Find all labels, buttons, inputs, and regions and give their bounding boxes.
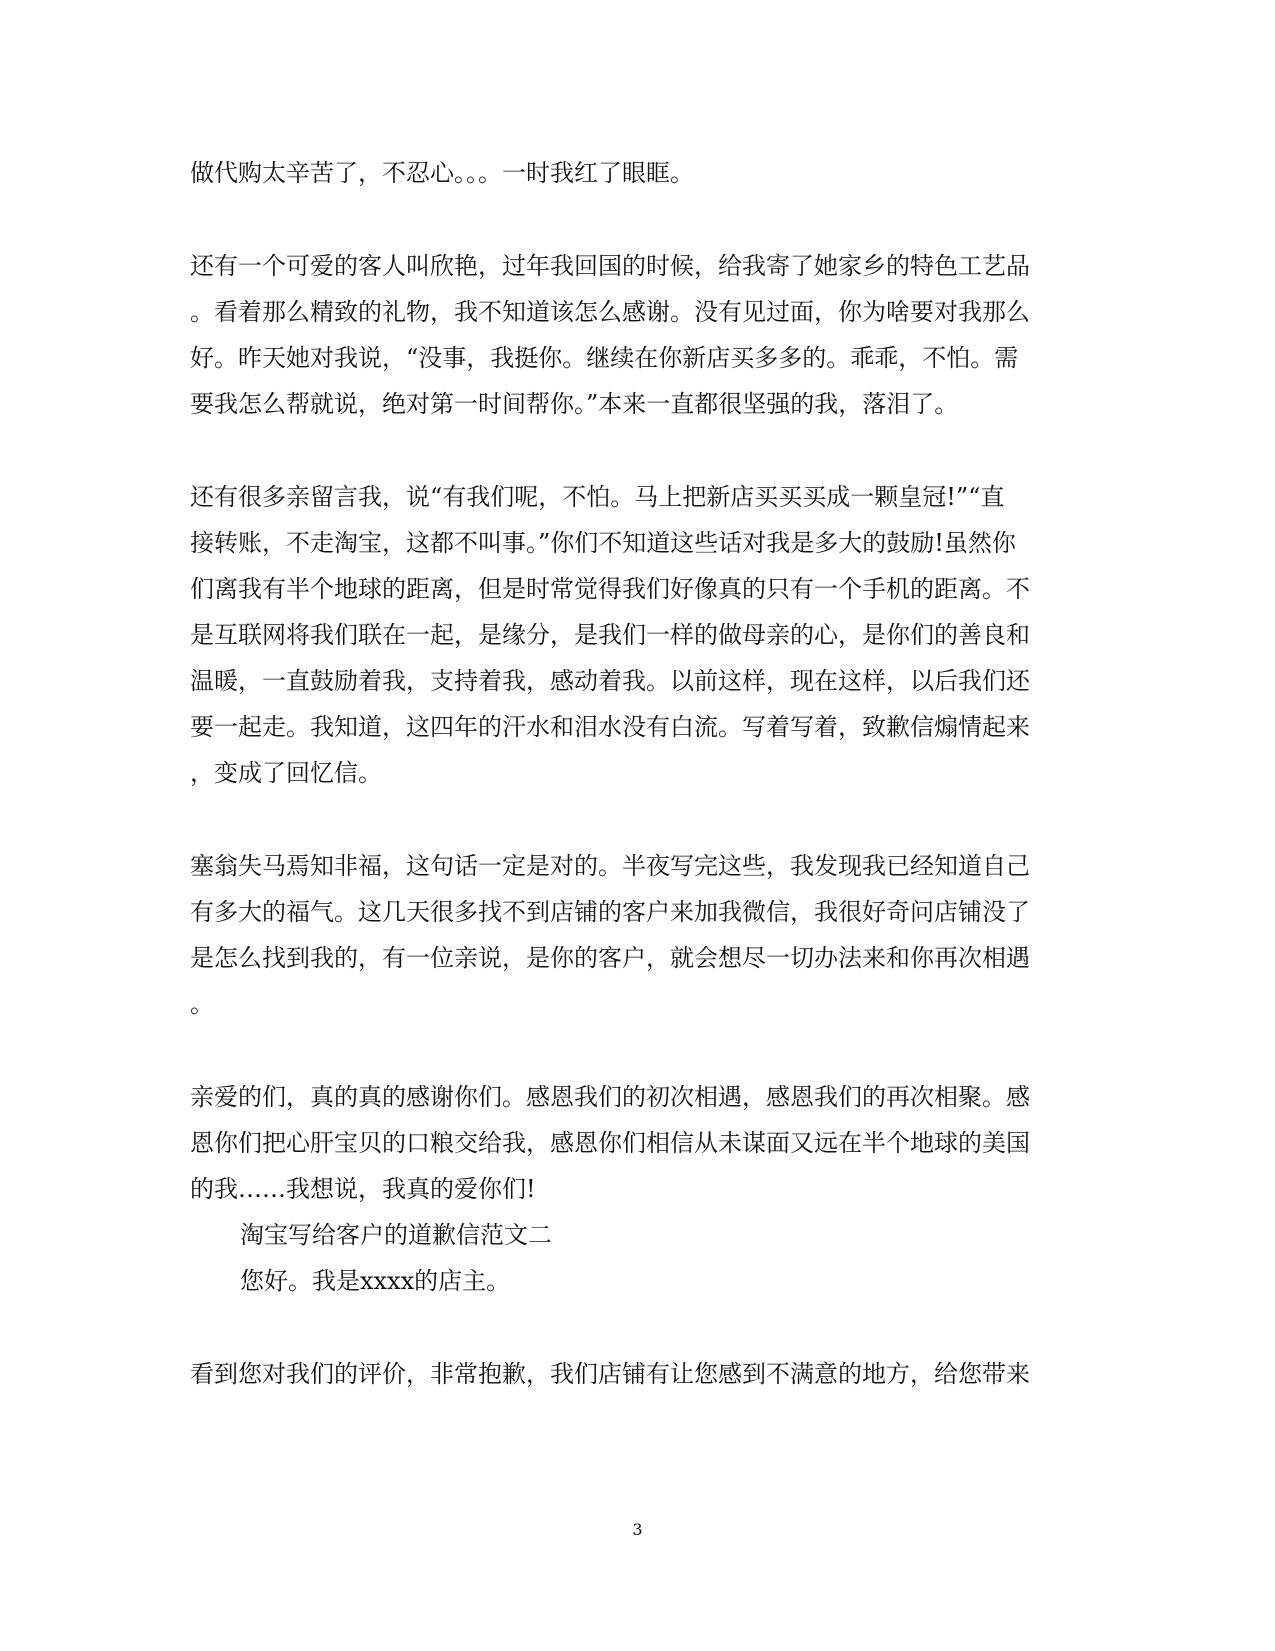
text-line: 还有很多亲留言我，说“有我们呢，不怕。马上把新店买买买成一颗皇冠!”“直 — [190, 483, 1005, 511]
page-number: 3 — [632, 1520, 643, 1539]
text-line: 要我怎么帮就说，绝对第一时间帮你。”本来一直都很坚强的我，落泪了。 — [190, 390, 959, 418]
text-line: 们离我有半个地球的距离，但是时常觉得我们好像真的只有一个手机的距离。不 — [190, 575, 1030, 603]
greeting-line: 您好。我是xxxx的店主。 — [240, 1267, 511, 1295]
text-line: 亲爱的们，真的真的感谢你们。感恩我们的初次相遇，感恩我们的再次相聚。感 — [190, 1083, 1030, 1111]
text-line: 要一起走。我知道，这四年的汗水和泪水没有白流。写着写着，致歉信煽情起来 — [190, 713, 1030, 741]
section-heading: 淘宝写给客户的道歉信范文二 — [240, 1221, 552, 1249]
text-line: 塞翁失马焉知非福，这句话一定是对的。半夜写完这些，我发现我已经知道自己 — [190, 852, 1030, 880]
text-line: 。看着那么精致的礼物，我不知道该怎么感谢。没有见过面，你为啥要对我那么 — [190, 298, 1030, 326]
text-line: 好。昨天她对我说，“没事，我挺你。继续在你新店买多多的。乖乖，不怕。需 — [190, 344, 1019, 372]
text-line: 温暖，一直鼓励着我，支持着我，感动着我。以前这样，现在这样，以后我们还 — [190, 667, 1030, 695]
text-line: ，变成了回忆信。 — [190, 759, 382, 787]
text-line: 还有一个可爱的客人叫欣艳，过年我回国的时候，给我寄了她家乡的特色工艺品 — [190, 252, 1030, 280]
text-line: 有多大的福气。这几天很多找不到店铺的客户来加我微信，我很好奇问店铺没了 — [190, 898, 1030, 926]
text-line: 接转账，不走淘宝，这都不叫事。”你们不知道这些话对我是多大的鼓励!虽然你 — [190, 529, 1016, 557]
text-line: 。 — [190, 990, 214, 1018]
text-line: 恩你们把心肝宝贝的口粮交给我，感恩你们相信从未谋面又远在半个地球的美国 — [190, 1129, 1030, 1157]
text-line: 看到您对我们的评价，非常抱歉，我们店铺有让您感到不满意的地方，给您带来 — [190, 1360, 1030, 1388]
text-line: 是怎么找到我的，有一位亲说，是你的客户，就会想尽一切办法来和你再次相遇 — [190, 944, 1030, 972]
text-line: 做代购太辛苦了，不忍心。。。一时我红了眼眶。 — [190, 159, 694, 187]
text-line: 是互联网将我们联在一起，是缘分，是我们一样的做母亲的心，是你们的善良和 — [190, 621, 1030, 649]
text-line: 的我……我想说，我真的爱你们! — [190, 1175, 536, 1203]
